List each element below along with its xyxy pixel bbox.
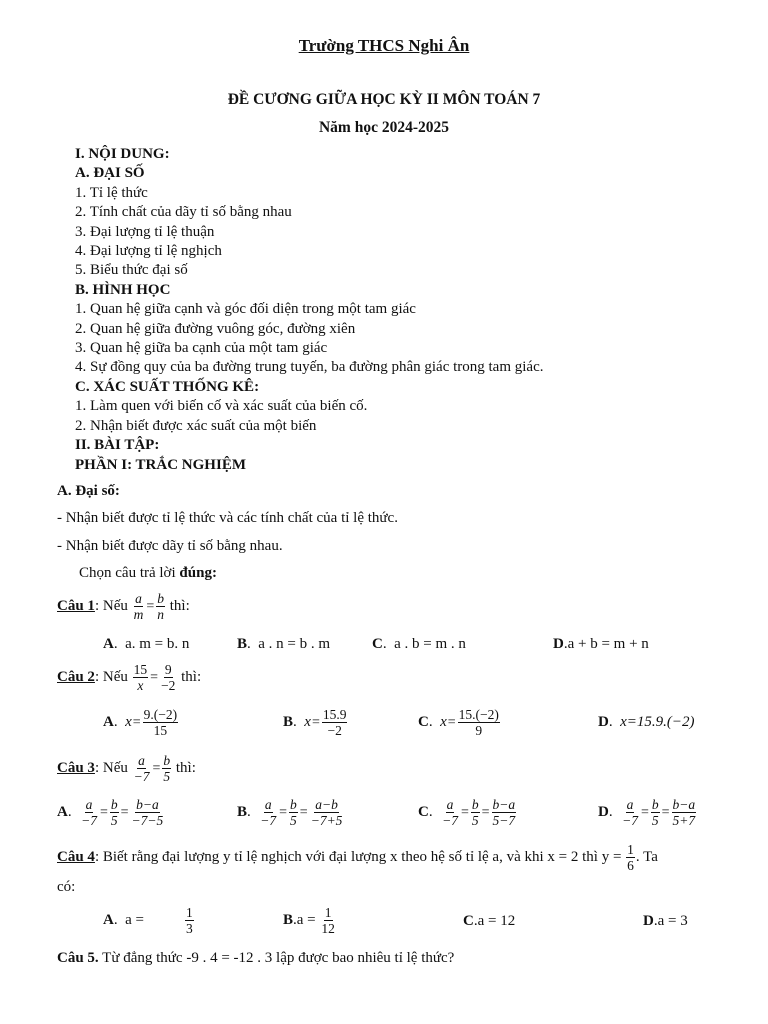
question-4-continuation: có: — [57, 879, 76, 895]
list-item: 2. Nhận biết được xác suất của một biến — [75, 417, 317, 434]
answer-option-a: A . a. m = b. n — [103, 636, 190, 652]
answer-option-a: A . a = $\frac{1}{3}$ — [103, 905, 193, 936]
list-item: 2. Tính chất của dãy tỉ số bằng nhau — [75, 204, 292, 221]
probability-heading: C. XÁC SUẤT THỐNG KÊ: — [75, 378, 260, 395]
list-item: 1. Quan hệ giữa cạnh và góc đối diện trong một tam giác — [75, 301, 416, 318]
answer-option-d: D . $\frac{a}{-7}$ = $\frac{b}{5}$ = $\frac{b-a}{5+7}$ — [598, 797, 696, 828]
answer-option-d: D . a = 3 — [643, 913, 688, 929]
list-item: 4. Sự đồng quy của ba đường trung tuyến, ba đường phân giác trong tam giác. — [75, 359, 544, 376]
content-outline — [75, 145, 544, 475]
document-title: ĐỀ CƯƠNG GIỮA HỌC KỲ II MÔN TOÁN 7 — [227, 91, 541, 108]
question-1: Câu 1 : Nếu $\frac{a}{m}$ = $\frac{b}{n}$ thì: — [57, 591, 190, 622]
question-5: Câu 5. Từ đẳng thức -9 . 4 = -12 . 3 lập được bao nhiêu tỉ lệ thức? — [57, 950, 455, 966]
list-item: 5. Biểu thức đại số — [75, 262, 188, 279]
section-heading: I. NỘI DUNG: — [75, 146, 170, 162]
question-2: Câu 2 : Nếu $\frac{15}{x}$ = $\frac{9}{-2}$ thì: — [57, 662, 202, 693]
answer-option-c: C . a . b = m . n — [372, 636, 466, 652]
bullet-item: - Nhận biết được dãy tỉ số bằng nhau. — [57, 538, 283, 554]
list-item: 2. Quan hệ giữa đường vuông góc, đường xiên — [75, 320, 356, 337]
answer-option-c: C . a = 12 — [463, 913, 516, 929]
list-item: 4. Đại lượng tỉ lệ nghịch — [75, 243, 222, 260]
answer-option-b: B . a . n = b . m — [237, 636, 331, 652]
school-name: Trường THCS Nghi Ân — [298, 36, 470, 55]
list-item: 3. Quan hệ giữa ba cạnh của một tam giác — [75, 340, 328, 357]
instruction: Chọn câu trả lời đúng: — [79, 565, 217, 581]
algebra-heading: A. ĐẠI SỐ — [75, 165, 145, 182]
answer-option-c: C . x = $\frac{15.(-2)}{9}$ — [418, 707, 499, 738]
answer-option-b: B . x = $\frac{15.9}{-2}$ — [283, 707, 347, 738]
question-4: Câu 4 : Biết rằng đại lượng y tỉ lệ nghịch với đại lượng x theo hệ số tỉ lệ a, và khi x = 2 thì y = $\frac{1}{6}$ . Ta — [57, 842, 658, 873]
school-year: Năm học 2024-2025 — [318, 119, 450, 136]
list-item: 1. Làm quen với biến cố và xác suất của biến cố. — [75, 398, 368, 415]
section-heading: II. BÀI TẬP: — [75, 437, 160, 454]
answer-option-a: A . $\frac{a}{-7}$ = $\frac{b}{5}$ = $\frac{b-a}{-7-5}$ — [57, 797, 164, 828]
part-heading: PHẦN I: TRẮC NGHIỆM — [75, 456, 246, 473]
list-item: 3. Đại lượng tỉ lệ thuận — [75, 223, 215, 240]
answer-option-b: B . a = $\frac{1}{12}$ — [283, 905, 335, 936]
answer-option-c: C . $\frac{a}{-7}$ = $\frac{b}{5}$ = $\frac{b-a}{5-7}$ — [418, 797, 516, 828]
answer-option-d: D . a + b = m + n — [553, 636, 649, 652]
list-item: 1. Tỉ lệ thức — [75, 184, 148, 201]
question-3: Câu 3 : Nếu $\frac{a}{-7}$ = $\frac{b}{5}$ thì: — [57, 753, 196, 784]
answer-option-b: B . $\frac{a}{-7}$ = $\frac{b}{5}$ = $\frac{a-b}{-7+5}$ — [237, 797, 343, 828]
answer-option-a: A . x = $\frac{9.(-2)}{15}$ — [103, 707, 178, 738]
geometry-heading: B. HÌNH HỌC — [75, 281, 171, 298]
answer-option-d: D . x=15.9.(−2) — [598, 714, 695, 730]
algebra-exercise-label: A. Đại số: — [57, 483, 120, 499]
bullet-item: - Nhận biết được tỉ lệ thức và các tính chất của tỉ lệ thức. — [57, 510, 398, 526]
